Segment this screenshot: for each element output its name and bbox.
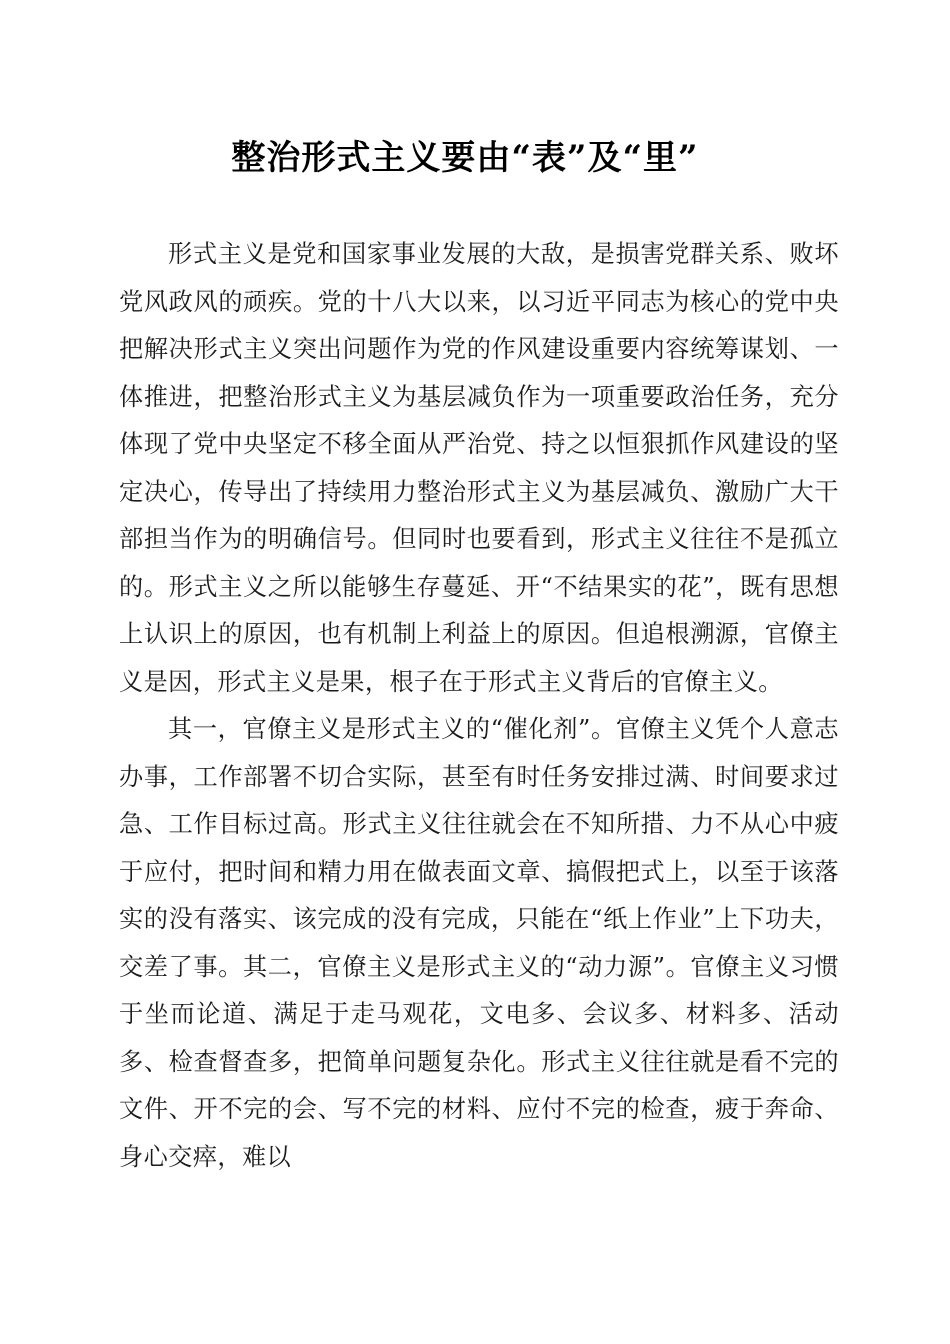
document-title: 整治形式主义要由“表”及“里” xyxy=(231,138,699,178)
paragraph-2: 其一，官僚主义是形式主义的“催化剂”。官僚主义凭个人意志办事，工作部署不切合实际，甚至有时任务安排过满、时间要求过急、工作目标过高。形式主义往往就会在不知所措、力不从心中疲于应付，把时间和精力用在做表面文章、搞假把式上，以至于该落实的没有落实、该完成的没有完成，只能在“纸上作业”上下功夫，交差了事。其二，官僚主义是形式主义的“动力源”。官僚主义习惯于坐而论道、满足于走马观花，文电多、会议多、材料多、活动多、检查督查多，把简单问题复杂化。形式主义往往就是看不完的文件、开不完的会、写不完的材料、应付不完的检查，疲于奔命、身心交瘁，难以 xyxy=(119,715,839,1171)
document-body xyxy=(119,231,839,1181)
paragraph-1: 形式主义是党和国家事业发展的大敌，是损害党群关系、败坏党风政风的顽疾。党的十八大以来，以习近平同志为核心的党中央把解决形式主义突出问题作为党的作风建设重要内容统筹谋划、一体推进，把整治形式主义为基层减负作为一项重要政治任务，充分体现了党中央坚定不移全面从严治党、持之以恒狠抓作风建设的坚定决心，传导出了持续用力整治形式主义为基层减负、激励广大干部担当作为的明确信号。但同时也要看到，形式主义往往不是孤立的。形式主义之所以能够生存蔓延、开“不结果实的花”，既有思想上认识上的原因，也有机制上利益上的原因。但追根溯源，官僚主义是因，形式主义是果，根子在于形式主义背后的官僚主义。 xyxy=(119,240,839,696)
